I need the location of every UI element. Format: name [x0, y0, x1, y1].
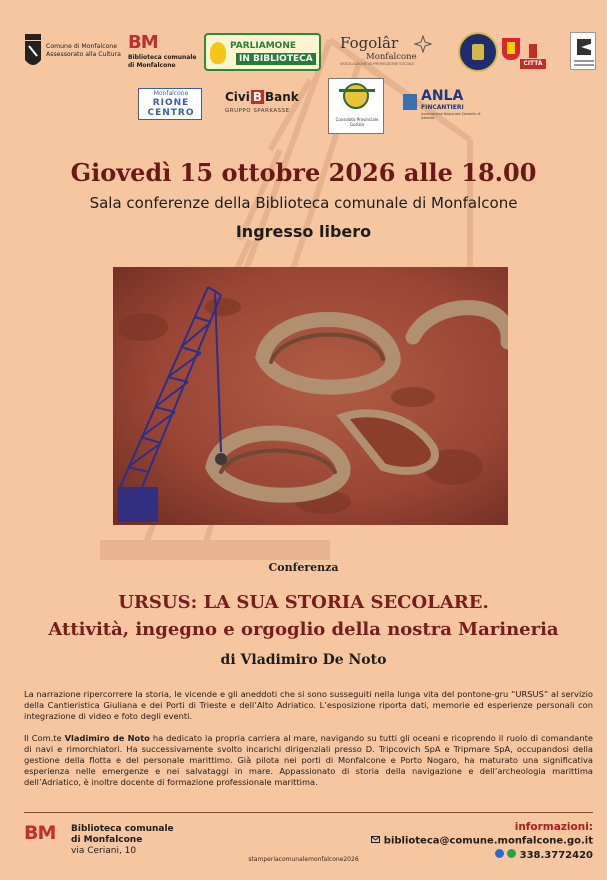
- phone-number[interactable]: 338.3772420: [519, 849, 593, 861]
- civibank-mark: B: [252, 90, 263, 104]
- fogolar-title: Fogolâr: [340, 34, 399, 52]
- talk-title-line1: URSUS: LA SUA STORIA SECOLARE.: [118, 592, 489, 613]
- parliamone-logo: [204, 33, 321, 71]
- consolato-label: Consolato Provinciale Gorizia: [335, 117, 379, 127]
- envelope-icon: [371, 835, 380, 846]
- rione-word: RIONE: [152, 98, 190, 108]
- citta-label: CITTÀ: [520, 59, 546, 69]
- anla-building-icon: [403, 94, 417, 110]
- parliamone-line1: PARLIAMONE: [230, 41, 297, 51]
- footer-bm-mark: BM: [24, 822, 56, 844]
- rione-centro-logo: [138, 88, 202, 120]
- bio-paragraph: [24, 733, 593, 788]
- civibank-logo: [225, 90, 299, 104]
- anla-title: ANLA: [421, 88, 464, 104]
- footer-library-line2: di Monfalcone: [71, 835, 143, 845]
- rione-centro-word: CENTRO: [147, 108, 195, 118]
- printer-credit: stamperiacomunalemonfalcone2026: [248, 856, 359, 863]
- event-venue: Sala conferenze della Biblioteca comunale di Monfalcone: [89, 194, 518, 212]
- comune-name: Comune di Monfalcone: [46, 43, 118, 50]
- parliamone-line2: IN BIBLIOTECA: [236, 53, 316, 65]
- chain-crane-photo: [113, 267, 508, 525]
- comune-crest-icon: [24, 34, 42, 70]
- fogolar-subtitle: Monfalcone: [366, 52, 417, 62]
- bm-logo-mark: BM: [128, 32, 158, 53]
- civibank-group: GRUPPO SPARKASSE: [225, 108, 290, 114]
- consolato-emblem-icon: [343, 83, 369, 109]
- event-entry: Ingresso libero: [235, 222, 372, 241]
- civibank-bank: Bank: [265, 90, 299, 104]
- fogolar-tagline: ASSOCIAZIONE DI PROMOZIONE SOCIALE: [340, 62, 415, 66]
- footer-library-line1: Biblioteca comunale: [71, 824, 174, 834]
- museum-logo: [570, 32, 596, 70]
- comune-logo-text: [46, 43, 121, 59]
- info-title: informazioni:: [514, 821, 593, 833]
- contact-info: [371, 821, 593, 861]
- bio-prefix: Il Com.te: [24, 733, 65, 743]
- event-date: Giovedì 15 ottobre 2026 alle 18.00: [70, 158, 537, 187]
- comune-dept: Assessorato alla Cultura: [46, 51, 121, 58]
- email-address[interactable]: biblioteca@comune.monfalcone.go.it: [383, 835, 593, 847]
- sponsor-logos-row-2: [135, 78, 485, 134]
- association-seal-icon: [458, 32, 498, 72]
- footer-divider: [24, 812, 593, 813]
- lightbulb-icon: [210, 42, 226, 64]
- consolato-logo: [328, 78, 384, 134]
- bm-logo-text: [128, 54, 196, 69]
- regional-shield-icon: [502, 38, 520, 60]
- talk-kind: Conferenza: [268, 561, 339, 574]
- bio-name: Vladimiro de Noto: [64, 733, 150, 743]
- talk-title-line2: Attività, ingegno e orgoglio della nostra Marineria: [48, 619, 559, 640]
- bio-text: ha dedicato la propria carriera al mare, navigando su tutti gli oceani e ricoprendo il ruolo di comandante di navi e rimorchiatori. Ha successivamente svolto incarichi dirigenziali presso D. Tripcovich SpA e Tripmare SpA, occupandosi della gestione della flotta e del personale marittimo. Già pilota nei porti di Monfalcone e Porto Nogaro, ha maturato una significativa esperienza nelle emergenze e nei salvataggi in mare. Appassionato di storia della navigazione e dell’archeologia marittima dell’Adriatico, è inoltre docente di formazione professionale marittima.: [24, 733, 593, 787]
- bm-logo-line1: Biblioteca comunale: [128, 54, 197, 61]
- anla-fincantieri: FINCANTIERI: [421, 104, 464, 111]
- rione-town: Monfalcone: [153, 90, 189, 97]
- fogolar-emblem-icon: [414, 35, 432, 53]
- sponsor-logos-row-1: [18, 30, 598, 80]
- email-line: [371, 835, 593, 847]
- talk-author: di Vladimiro De Noto: [220, 652, 387, 668]
- bm-logo-line2: di Monfalcone: [128, 61, 176, 69]
- footer-bm-logo: [24, 822, 55, 844]
- anla-tagline: Associazione Nazionale Seniores di Azienda: [421, 112, 481, 120]
- footer-address: via Ceriani, 10: [71, 846, 137, 856]
- civibank-civi: Civi: [225, 90, 250, 104]
- description-paragraph: La narrazione ripercorrere la storia, le vicende e gli aneddoti che si sono susseguiti nella lunga vita del pontone-gru “URSUS” al servizio della Cantieristica Giuliana e dei Porti di Trieste e dell’Alto Adriatico. L’esposizione riporta dati, memorie ed esperienze personali con integrazione di video e foto degli eventi.: [24, 689, 593, 721]
- citta-logo: [520, 44, 546, 70]
